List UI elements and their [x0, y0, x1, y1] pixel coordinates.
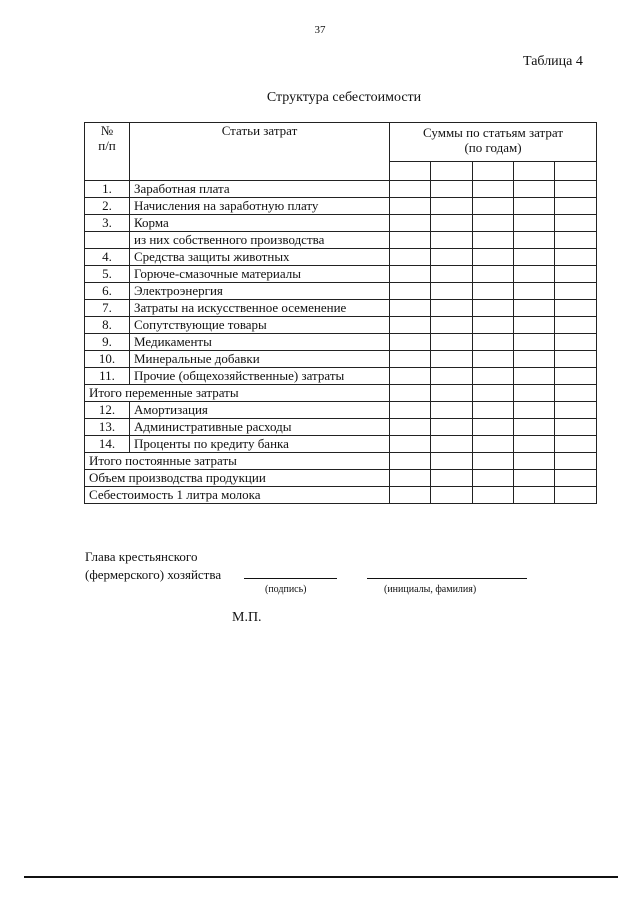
- year-value-cell: [555, 402, 597, 419]
- year-value-cell: [473, 351, 514, 368]
- table-total-row: [85, 470, 597, 487]
- year-value-cell: [431, 385, 473, 402]
- year-value-cell: [431, 198, 473, 215]
- year-value-cell: [555, 436, 597, 453]
- table-row: [85, 334, 597, 351]
- row-label: Объем производства продукции: [85, 470, 390, 487]
- year-value-cell: [390, 317, 431, 334]
- year-value-cell: [431, 368, 473, 385]
- table-row: [85, 249, 597, 266]
- year-value-cell: [514, 300, 555, 317]
- year-value-cell: [431, 317, 473, 334]
- year-value-cell: [473, 300, 514, 317]
- year-value-cell: [514, 453, 555, 470]
- row-number: 9.: [85, 334, 130, 351]
- year-value-cell: [555, 300, 597, 317]
- name-line: [367, 578, 527, 579]
- year-value-cell: [514, 436, 555, 453]
- row-number: 12.: [85, 402, 130, 419]
- year-value-cell: [555, 317, 597, 334]
- year-value-cell: [473, 232, 514, 249]
- year-value-cell: [514, 249, 555, 266]
- year-value-cell: [473, 436, 514, 453]
- year-value-cell: [514, 317, 555, 334]
- year-value-cell: [514, 470, 555, 487]
- row-number: 5.: [85, 266, 130, 283]
- year-value-cell: [431, 249, 473, 266]
- year-value-cell: [555, 453, 597, 470]
- year-value-cell: [431, 215, 473, 232]
- year-value-cell: [473, 317, 514, 334]
- row-number: 13.: [85, 419, 130, 436]
- year-value-cell: [473, 470, 514, 487]
- year-value-cell: [431, 351, 473, 368]
- row-label: Проценты по кредиту банка: [130, 436, 390, 453]
- year-value-cell: [514, 419, 555, 436]
- cost-structure-table: [84, 122, 597, 504]
- year-value-cell: [390, 487, 431, 504]
- row-label: Административные расходы: [130, 419, 390, 436]
- year-value-cell: [514, 402, 555, 419]
- footer-rule: [24, 876, 618, 878]
- table-row: [85, 300, 597, 317]
- year-value-cell: [514, 385, 555, 402]
- row-number: 11.: [85, 368, 130, 385]
- row-number: 4.: [85, 249, 130, 266]
- table-row: [85, 283, 597, 300]
- row-number: 3.: [85, 215, 130, 232]
- year-value-cell: [555, 181, 597, 198]
- year-value-cell: [473, 487, 514, 504]
- table-row: [85, 368, 597, 385]
- table-row: [85, 232, 597, 249]
- year-value-cell: [555, 266, 597, 283]
- row-label: Горюче-смазочные материалы: [130, 266, 390, 283]
- table-total-row: [85, 453, 597, 470]
- year-value-cell: [473, 334, 514, 351]
- page-number: 37: [314, 24, 326, 36]
- column-header-sums-by-year: Суммы по статьям затрат (по годам): [390, 123, 597, 162]
- year-value-cell: [473, 181, 514, 198]
- table-row: [85, 436, 597, 453]
- row-label: Себестоимость 1 литра молока: [85, 487, 390, 504]
- table-row: [85, 181, 597, 198]
- year-value-cell: [473, 266, 514, 283]
- row-number: 1.: [85, 181, 130, 198]
- row-label: Начисления на заработную плату: [130, 198, 390, 215]
- table-row: [85, 419, 597, 436]
- row-number: 2.: [85, 198, 130, 215]
- year-value-cell: [390, 181, 431, 198]
- year-value-cell: [514, 368, 555, 385]
- signature-label-line1: Глава крестьянского: [85, 549, 198, 564]
- year-value-cell: [514, 487, 555, 504]
- row-label: Прочие (общехозяйственные) затраты: [130, 368, 390, 385]
- row-number: 8.: [85, 317, 130, 334]
- row-label: Электроэнергия: [130, 283, 390, 300]
- table-row: [85, 351, 597, 368]
- year-value-cell: [473, 368, 514, 385]
- year-value-cell: [390, 300, 431, 317]
- row-label: Итого постоянные затраты: [85, 453, 390, 470]
- signature-caption: (подпись): [265, 584, 307, 595]
- row-label: Медикаменты: [130, 334, 390, 351]
- year-value-cell: [473, 453, 514, 470]
- table-row: [85, 215, 597, 232]
- year-value-cell: [473, 402, 514, 419]
- year-value-cell: [390, 215, 431, 232]
- year-value-cell: [431, 487, 473, 504]
- row-number: 14.: [85, 436, 130, 453]
- row-number: 10.: [85, 351, 130, 368]
- table-total-row: [85, 487, 597, 504]
- year-value-cell: [431, 300, 473, 317]
- year-value-cell: [555, 215, 597, 232]
- year-value-cell: [390, 334, 431, 351]
- year-value-cell: [473, 283, 514, 300]
- signature-block: [85, 548, 221, 584]
- year-column-1: [390, 162, 431, 181]
- year-value-cell: [514, 181, 555, 198]
- year-value-cell: [555, 470, 597, 487]
- table-row: [85, 402, 597, 419]
- year-value-cell: [473, 419, 514, 436]
- year-value-cell: [514, 283, 555, 300]
- year-value-cell: [390, 402, 431, 419]
- row-label: Итого переменные затраты: [85, 385, 390, 402]
- year-value-cell: [390, 470, 431, 487]
- table-row: [85, 198, 597, 215]
- year-value-cell: [431, 181, 473, 198]
- year-value-cell: [555, 283, 597, 300]
- year-value-cell: [514, 198, 555, 215]
- year-value-cell: [390, 368, 431, 385]
- year-value-cell: [555, 198, 597, 215]
- year-value-cell: [473, 249, 514, 266]
- year-value-cell: [555, 487, 597, 504]
- table-number: Таблица 4: [523, 54, 583, 69]
- year-value-cell: [514, 351, 555, 368]
- row-label: Минеральные добавки: [130, 351, 390, 368]
- year-value-cell: [390, 232, 431, 249]
- year-value-cell: [431, 402, 473, 419]
- year-column-3: [473, 162, 514, 181]
- year-value-cell: [473, 385, 514, 402]
- year-value-cell: [555, 232, 597, 249]
- year-value-cell: [514, 232, 555, 249]
- year-value-cell: [390, 283, 431, 300]
- year-value-cell: [431, 436, 473, 453]
- table-body: [85, 181, 597, 504]
- year-value-cell: [431, 232, 473, 249]
- column-header-items: Статьи затрат: [130, 123, 390, 181]
- document-title: Структура себестоимости: [266, 90, 422, 105]
- year-value-cell: [390, 385, 431, 402]
- row-number: 7.: [85, 300, 130, 317]
- year-value-cell: [431, 283, 473, 300]
- year-value-cell: [555, 419, 597, 436]
- table-row: [85, 317, 597, 334]
- year-value-cell: [514, 266, 555, 283]
- year-value-cell: [473, 215, 514, 232]
- table-header-row: [85, 123, 597, 162]
- row-label: Средства защиты животных: [130, 249, 390, 266]
- row-label: Затраты на искусственное осеменение: [130, 300, 390, 317]
- year-value-cell: [514, 215, 555, 232]
- column-header-number: № п/п: [85, 123, 130, 181]
- year-column-4: [514, 162, 555, 181]
- table-row: [85, 266, 597, 283]
- year-value-cell: [390, 351, 431, 368]
- year-value-cell: [390, 453, 431, 470]
- year-value-cell: [431, 334, 473, 351]
- name-caption: (инициалы, фамилия): [384, 584, 477, 595]
- row-label: Сопутствующие товары: [130, 317, 390, 334]
- year-column-5: [555, 162, 597, 181]
- year-value-cell: [390, 419, 431, 436]
- table-total-row: [85, 385, 597, 402]
- row-number: 6.: [85, 283, 130, 300]
- year-value-cell: [390, 266, 431, 283]
- year-value-cell: [473, 198, 514, 215]
- year-value-cell: [390, 198, 431, 215]
- year-value-cell: [555, 334, 597, 351]
- year-value-cell: [514, 334, 555, 351]
- year-value-cell: [431, 266, 473, 283]
- year-value-cell: [431, 453, 473, 470]
- year-value-cell: [555, 385, 597, 402]
- year-value-cell: [555, 368, 597, 385]
- year-value-cell: [390, 436, 431, 453]
- year-value-cell: [555, 249, 597, 266]
- year-value-cell: [390, 249, 431, 266]
- row-label: из них собственного производства: [130, 232, 390, 249]
- stamp-place-label: М.П.: [232, 610, 262, 625]
- row-label: Корма: [130, 215, 390, 232]
- signature-line: [244, 578, 337, 579]
- row-number: [85, 232, 130, 249]
- row-label: Амортизация: [130, 402, 390, 419]
- row-label: Заработная плата: [130, 181, 390, 198]
- signature-label-line2: (фермерского) хозяйства: [85, 567, 222, 582]
- year-value-cell: [555, 351, 597, 368]
- year-column-2: [431, 162, 473, 181]
- year-value-cell: [431, 419, 473, 436]
- year-value-cell: [431, 470, 473, 487]
